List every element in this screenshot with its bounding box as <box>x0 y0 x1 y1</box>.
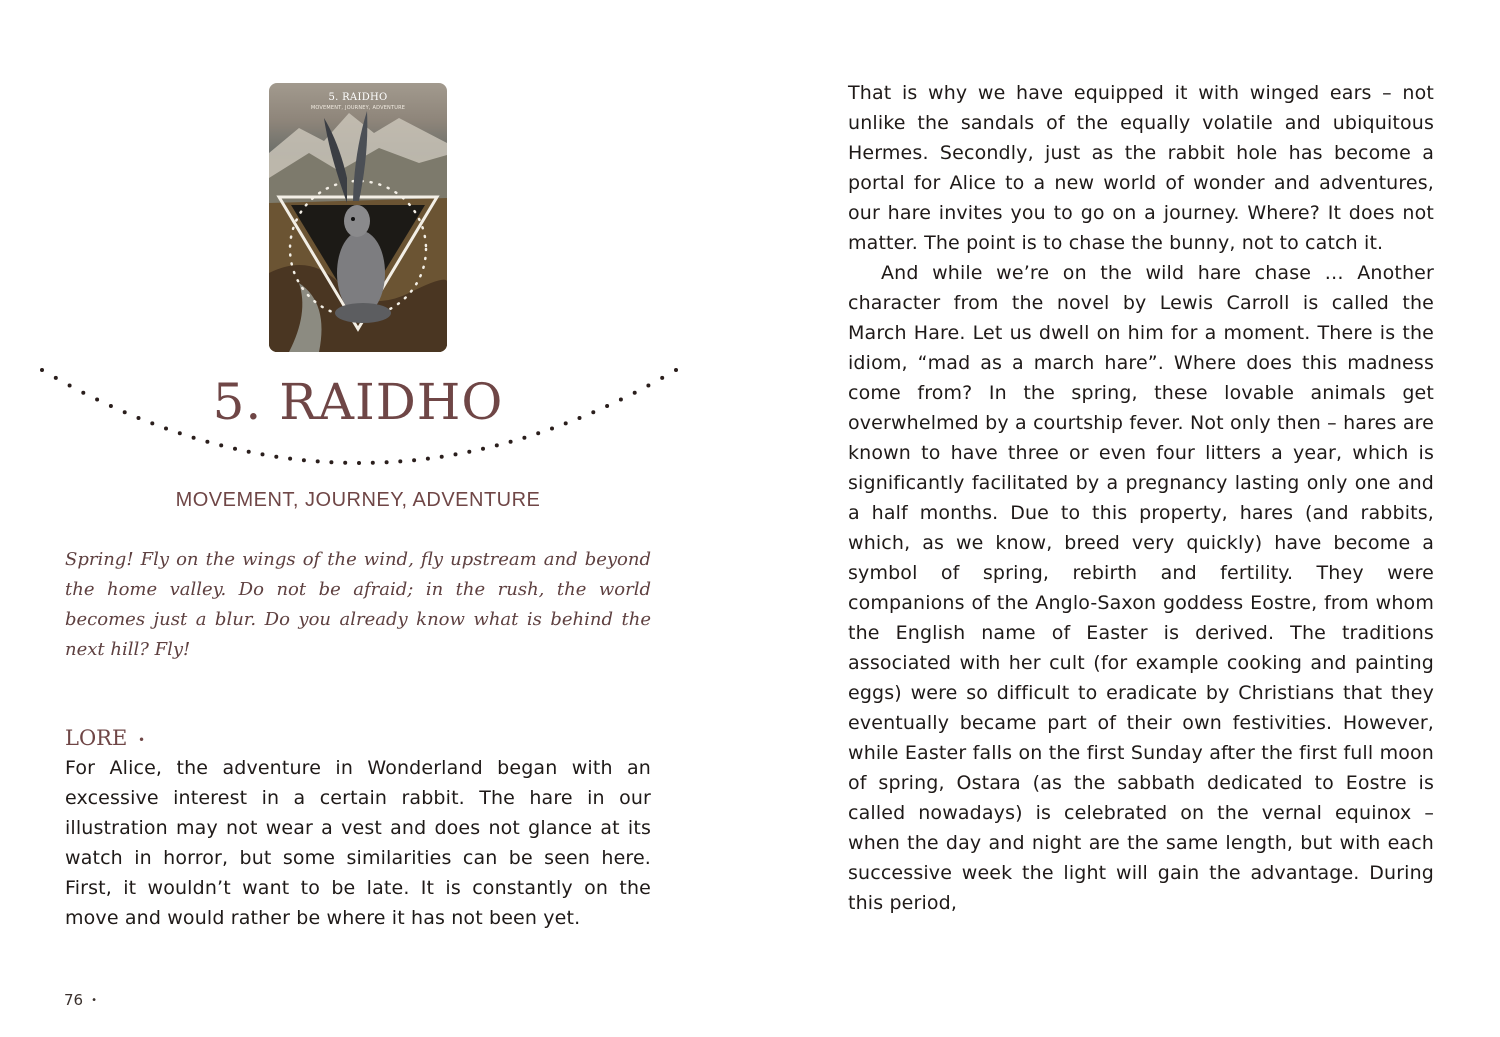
ornament-dot <box>398 459 402 463</box>
page-number-left-bullet: • <box>91 994 97 1006</box>
ornament-dot <box>495 443 499 447</box>
ornament-dot <box>233 447 237 451</box>
lore-bullet: • <box>138 732 146 747</box>
ornament-dot <box>467 450 471 454</box>
ornament-dot <box>205 440 209 444</box>
ornament-dot <box>481 447 485 451</box>
right-paragraph-1: That is why we have equipped it with winged ears – not unlike the sandals of the equally volatile and ubiquitous Hermes. Secondly, just as the rabbit hole has become a portal for Alice to a new world of wonder and adventures, our hare invites you to go on a journey. Where? It does not matter. The point is to chase the bunny, not to catch it. <box>848 82 1434 254</box>
ornament-dot <box>412 458 416 462</box>
right-paragraph-2: And while we’re on the wild hare chase … Another character from the novel by Lewis Carroll is called the March Hare. Let us dwell on him for a moment. There is the idiom, “mad as a march hare”. Where does this madness come from? In the spring, these lovable animals get overwhelmed by a courtship fever. Not only then – hares are known to have three or even four litters a year, which is significantly facilitated by a pregnancy lasting only one and a half months. Due to this property, hares (and rabbits, which, as we know, breed very quickly) have become a symbol of spring, rebirth and fertility. They were companions of the Anglo-Saxon goddess Eostre, from whom the English name of Easter is derived. The traditions associated with her cult (for example cooking and painting eggs) were so difficult to eradicate by Christians that they eventually became part of their own festivities. However, while Easter falls on the first Sunday after the first full moon of spring, Ostara (as the sabbath dedicated to Eostre is called nowadays) is celebrated on the vernal equinox – when the day and night are the same length, but with each successive week the light will gain the advantage. During this period, <box>848 262 1434 914</box>
ornament-dot <box>288 457 292 461</box>
ornament-dot <box>371 461 375 465</box>
ornament-dot <box>274 455 278 459</box>
chapter-title: 5. RAIDHO <box>212 373 504 431</box>
ornament-dot <box>343 461 347 465</box>
ornament-dot <box>219 443 223 447</box>
lore-text: For Alice, the adventure in Wonderland began with an excessive interest in a certain rabbit. The hare in our illustration may not wear a vest and does not glance at its watch in horror, but some similarities can be seen here. First, it wouldn’t want to be late. It is constantly on the move and would rather be where it has not been yet. <box>65 757 651 929</box>
ornament-dot <box>329 460 333 464</box>
card-title: 5. RAIDHO <box>328 92 388 103</box>
ornament-dot <box>426 457 430 461</box>
ornament-dot <box>454 452 458 456</box>
lore-heading <box>65 724 145 754</box>
page-number-left-value: 76 <box>64 991 84 1009</box>
ornament-dot <box>247 450 251 454</box>
ornament-dot <box>357 461 361 465</box>
chapter-keywords: MOVEMENT, JOURNEY, ADVENTURE <box>175 489 541 511</box>
ornament-dot <box>385 460 389 464</box>
ornament-dot <box>509 440 513 444</box>
lore-heading-label: LORE <box>65 726 128 750</box>
chapter-intro: Spring! Fly on the wings of the wind, fly upstream and beyond the home valley. Do not be afraid; in the rush, the world becomes just a blur. Do you already know what is behind the next hill? Fly! <box>65 549 651 660</box>
ornament-dot <box>440 455 444 459</box>
ornament-dot <box>302 458 306 462</box>
page-number-left <box>64 990 105 1011</box>
ornament-dot <box>316 459 320 463</box>
right-page-text <box>848 78 1434 918</box>
ornament-dot <box>261 452 265 456</box>
card-subtitle: MOVEMENT, JOURNEY, ADVENTURE <box>310 105 406 111</box>
